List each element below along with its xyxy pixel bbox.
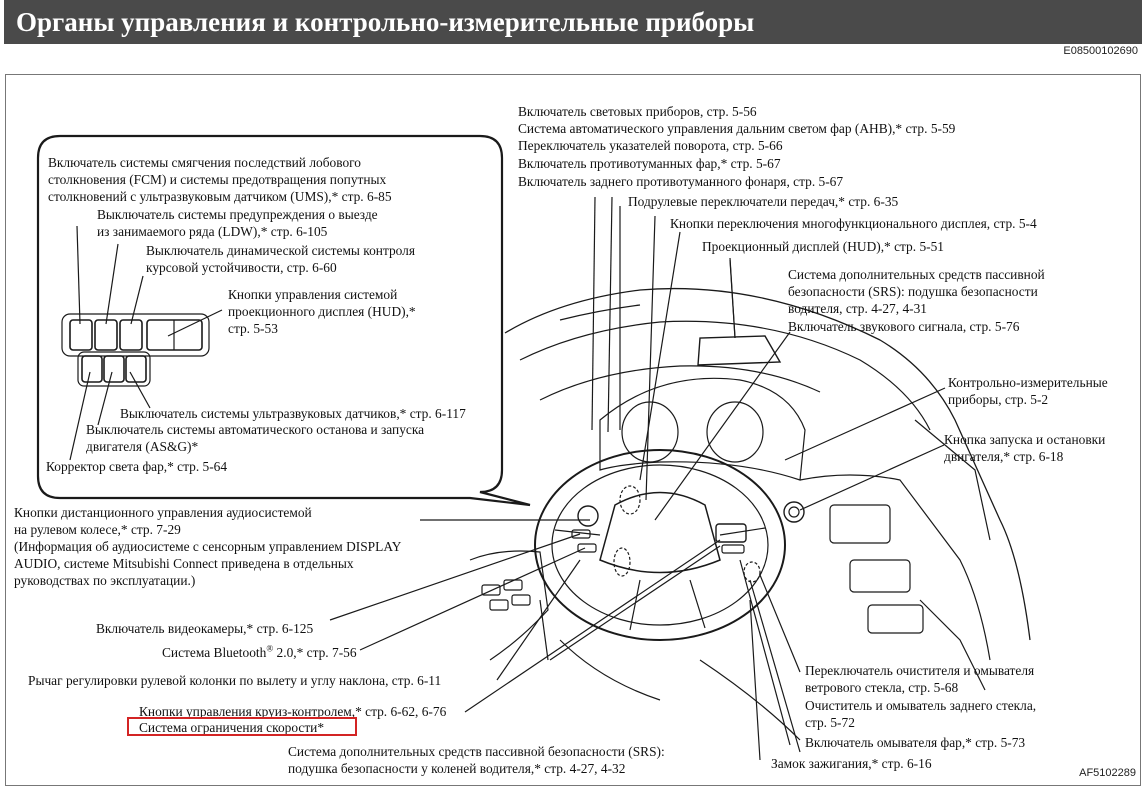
label-bluetooth-reg: ® xyxy=(266,643,274,654)
document-code: E08500102690 xyxy=(1063,45,1138,57)
label-srs-knee-line2: подушка безопасности у коленей водителя,* стр. 4-27, 4-32 xyxy=(288,761,626,776)
label-srs-driver xyxy=(788,266,1045,317)
label-camera: Включатель видеокамеры,* стр. 6-125 xyxy=(96,621,314,636)
label-ahb: Система автоматического управления дальним светом фар (AHB),* стр. 5-59 xyxy=(518,121,956,136)
switch-asc xyxy=(120,320,142,350)
label-srs-knee-line1: Система дополнительных средств пассивной безопасности (SRS): xyxy=(288,744,665,759)
label-rear-wiper-line1: Очиститель и омыватель заднего стекла, xyxy=(805,698,1037,713)
label-speed-limiter: Система ограничения скорости* xyxy=(139,720,325,735)
label-bluetooth-prefix: Система Bluetooth xyxy=(162,645,267,660)
label-ldw xyxy=(97,206,378,240)
label-multi-display-buttons: Кнопки переключения многофункционального дисплея, стр. 5-4 xyxy=(670,216,1037,231)
label-headlamp-washer: Включатель омывателя фар,* стр. 5-73 xyxy=(805,735,1026,750)
steering-wheel-hub xyxy=(600,493,720,573)
figure-code: AF5102289 xyxy=(1079,767,1136,779)
center-console xyxy=(800,475,990,660)
label-asc xyxy=(146,242,415,276)
label-gauges xyxy=(948,374,1108,408)
label-cruise: Кнопки управления круиз-контролем,* стр. 6-62, 6-76 xyxy=(139,704,447,719)
label-headlamp-leveling: Корректор света фар,* стр. 5-64 xyxy=(46,459,228,474)
label-audio-line1: Кнопки дистанционного управления аудиосистемой xyxy=(14,505,312,520)
label-audio-line3: (Информация об аудиосистеме с сенсорным управлением DISPLAY xyxy=(14,539,402,554)
switch-asg xyxy=(104,356,124,382)
paddle-left-dashed xyxy=(620,486,640,514)
label-sonar: Выключатель системы ультразвуковых датчиков,* стр. 6-117 xyxy=(120,406,466,421)
label-engine-button xyxy=(944,431,1105,465)
label-ignition: Замок зажигания,* стр. 6-16 xyxy=(771,756,932,771)
switch-leveling xyxy=(126,356,146,382)
label-fog-lights: Включатель противотуманных фар,* стр. 5-67 xyxy=(518,156,781,171)
label-srs-driver-line1: Система дополнительных средств пассивной xyxy=(788,267,1045,282)
label-paddle-shifters: Подрулевые переключатели передач,* стр. 6-35 xyxy=(628,194,899,209)
label-steering-column: Рычаг регулировки рулевой колонки по вылету и углу наклона, стр. 6-11 xyxy=(28,673,442,688)
label-srs-knee xyxy=(288,743,665,777)
paddle-right-dashed xyxy=(614,548,630,576)
label-ldw-line2: из занимаемого ряда (LDW),* стр. 6-105 xyxy=(97,224,328,239)
label-rear-fog: Включатель заднего противотуманного фонаря, стр. 5-67 xyxy=(518,174,844,189)
label-bluetooth-suffix: 2.0,* стр. 7-56 xyxy=(273,645,357,660)
label-rear-wiper-line2: стр. 5-72 xyxy=(805,715,855,730)
gauge-cluster xyxy=(600,378,805,480)
label-audio-line4: AUDIO, системе Mitsubishi Connect приведена в отдельных xyxy=(14,556,354,571)
label-gauges-line2: приборы, стр. 5-2 xyxy=(948,392,1049,407)
label-lights-switch: Включатель световых приборов, стр. 5-56 xyxy=(518,104,757,119)
label-rear-wiper xyxy=(805,697,1036,731)
label-wiper-line1: Переключатель очистителя и омывателя xyxy=(805,663,1035,678)
bluetooth-button xyxy=(578,544,596,552)
switch-fcm xyxy=(70,320,92,350)
label-hud-buttons-line3: стр. 5-53 xyxy=(228,321,278,336)
label-hud: Проекционный дисплей (HUD),* стр. 5-51 xyxy=(702,239,944,254)
switch-sonar xyxy=(82,356,102,382)
switch-panel-lower xyxy=(78,352,150,386)
label-wiper-line2: ветрового стекла, стр. 5-68 xyxy=(805,680,959,695)
label-asg-line1: Выключатель системы автоматического останова и запуска xyxy=(86,422,425,437)
hud-unit xyxy=(698,336,780,365)
windshield-lines xyxy=(560,305,640,320)
label-srs-driver-line2: безопасности (SRS): подушка безопасности xyxy=(788,284,1038,299)
label-hud-buttons-line1: Кнопки управления системой xyxy=(228,287,398,302)
label-gauges-line1: Контрольно-измерительные xyxy=(948,375,1108,390)
engine-start-button xyxy=(784,502,804,522)
steering-wheel-rim xyxy=(535,450,785,640)
label-hud-buttons-line2: проекционного дисплея (HUD),* xyxy=(228,304,416,319)
label-audio-line2: на рулевом колесе,* стр. 7-29 xyxy=(14,522,181,537)
label-asc-line2: курсовой устойчивости, стр. 6-60 xyxy=(146,260,337,275)
speed-limiter-highlight xyxy=(127,717,357,736)
label-fcm-line2: столкновения (FCM) и системы предотвращения попутных xyxy=(48,172,387,187)
label-engine-button-line2: двигателя,* стр. 6-18 xyxy=(944,449,1064,464)
label-asc-line1: Выключатель динамической системы контроля xyxy=(146,243,416,258)
switch-ldw xyxy=(95,320,117,350)
label-hud-buttons xyxy=(228,286,416,337)
page-title: Органы управления и контрольно-измерительные приборы xyxy=(16,7,755,37)
label-asg-line2: двигателя (AS&G)* xyxy=(86,439,199,454)
label-fcm xyxy=(48,154,392,205)
label-audio xyxy=(14,504,401,589)
label-horn: Включатель звукового сигнала, стр. 5-76 xyxy=(788,319,1020,334)
label-fcm-line1: Включатель системы смягчения последствий лобового xyxy=(48,155,361,170)
label-turn-signal: Переключатель указателей поворота, стр. 5-66 xyxy=(518,138,783,153)
wiper-stalk-dashed xyxy=(744,562,760,582)
label-fcm-line3: столкновений с ультразвуковым датчиком (UMS),* стр. 6-85 xyxy=(48,189,392,204)
label-asg xyxy=(86,421,424,455)
label-srs-driver-line3: водителя, стр. 4-27, 4-31 xyxy=(788,301,927,316)
label-ldw-line1: Выключатель системы предупреждения о выезде xyxy=(97,207,378,222)
label-engine-button-line1: Кнопка запуска и остановки xyxy=(944,432,1106,447)
label-wiper xyxy=(805,662,1034,696)
label-audio-line5: руководствах по эксплуатации.) xyxy=(14,573,196,588)
audio-button-cluster xyxy=(578,506,598,526)
label-bluetooth xyxy=(162,644,357,661)
